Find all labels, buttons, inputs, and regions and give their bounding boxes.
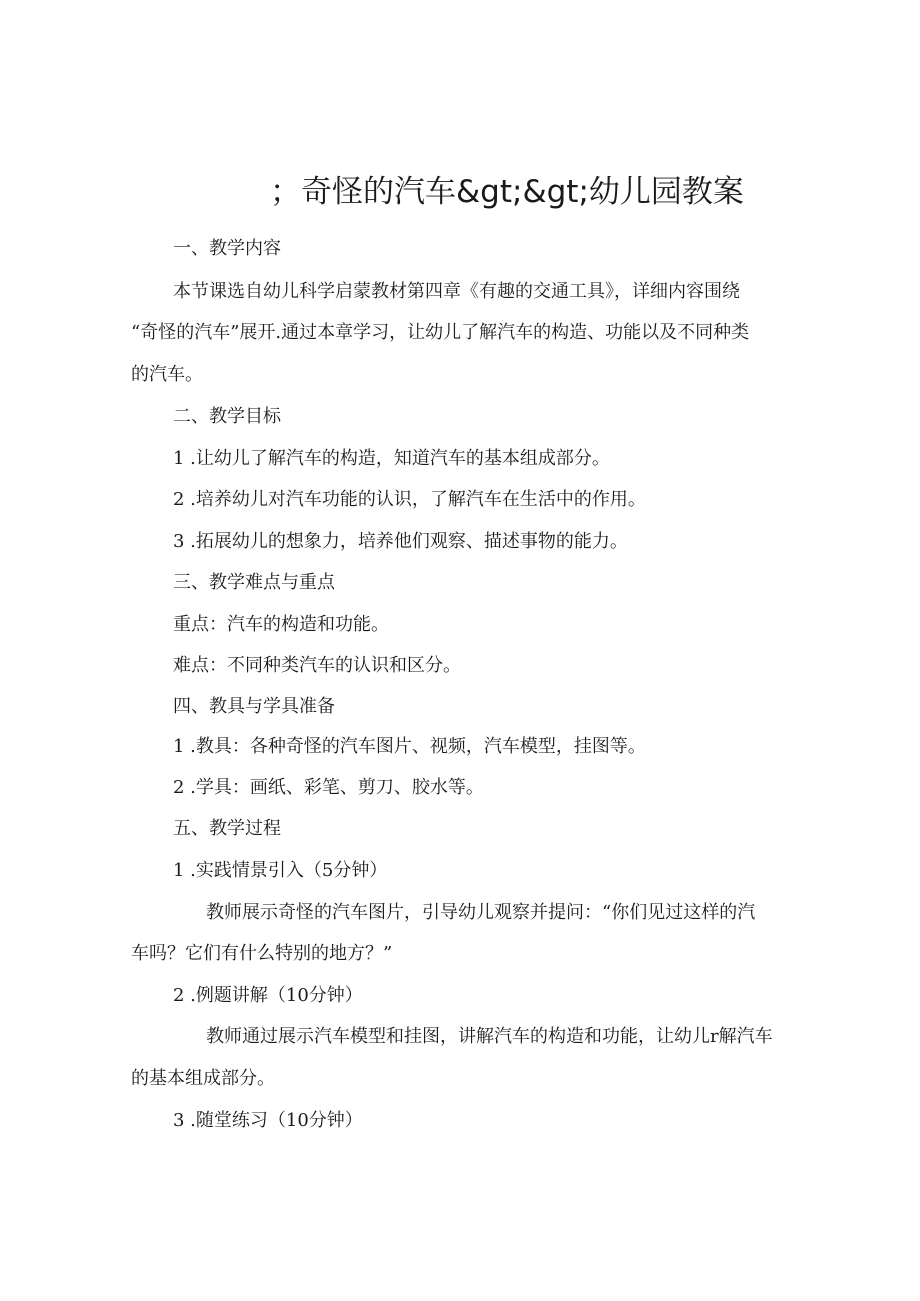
list-item: 3 .拓展幼儿的想象力，培养他们观察、描述事物的能力。 xyxy=(173,531,628,552)
list-item: 1 .教具：各种奇怪的汽车图片、视频，汽车模型，挂图等。 xyxy=(173,736,646,757)
paragraph-line: “奇怪的汽车”展开.通过本章学习，让幼儿了解汽车的构造、功能以及不同种类 xyxy=(131,322,750,343)
section-heading: 四、教具与学具准备 xyxy=(173,696,335,717)
paragraph-line: 难点：不同种类汽车的认识和区分。 xyxy=(173,655,461,676)
document-title: ；奇怪的汽车&gt;&gt;幼儿园教案 xyxy=(270,174,744,210)
section-heading: 一、教学内容 xyxy=(173,238,281,259)
list-item: 3 .随堂练习（10分钟） xyxy=(173,1110,363,1131)
list-item: 1 .让幼儿了解汽车的构造，知道汽车的基本组成部分。 xyxy=(173,448,610,469)
list-item: 2 .学具：画纸、彩笔、剪刀、胶水等。 xyxy=(173,777,484,798)
section-heading: 五、教学过程 xyxy=(173,818,281,839)
list-item: 1 .实践情景引入（5分钟） xyxy=(173,860,388,881)
paragraph-line: 教师通过展示汽车模型和挂图，讲解汽车的构造和功能，让幼儿r解汽车 xyxy=(206,1026,773,1047)
paragraph-line: 的基本组成部分。 xyxy=(131,1068,275,1089)
section-heading: 三、教学难点与重点 xyxy=(173,572,335,593)
section-heading: 二、教学目标 xyxy=(173,406,281,427)
paragraph-line: 的汽车。 xyxy=(131,364,203,385)
paragraph-line: 重点：汽车的构造和功能。 xyxy=(173,614,389,635)
paragraph-line: 车吗？它们有什么特别的地方？” xyxy=(131,943,393,964)
list-item: 2 .培养幼儿对汽车功能的认识，了解汽车在生活中的作用。 xyxy=(173,489,646,510)
paragraph-line: 本节课选自幼儿科学启蒙教材第四章《有趣的交通工具》，详细内容围绕 xyxy=(173,281,740,302)
paragraph-line: 教师展示奇怪的汽车图片，引导幼儿观察并提问：“你们见过这样的汽 xyxy=(206,902,756,923)
list-item: 2 .例题讲解（10分钟） xyxy=(173,985,363,1006)
